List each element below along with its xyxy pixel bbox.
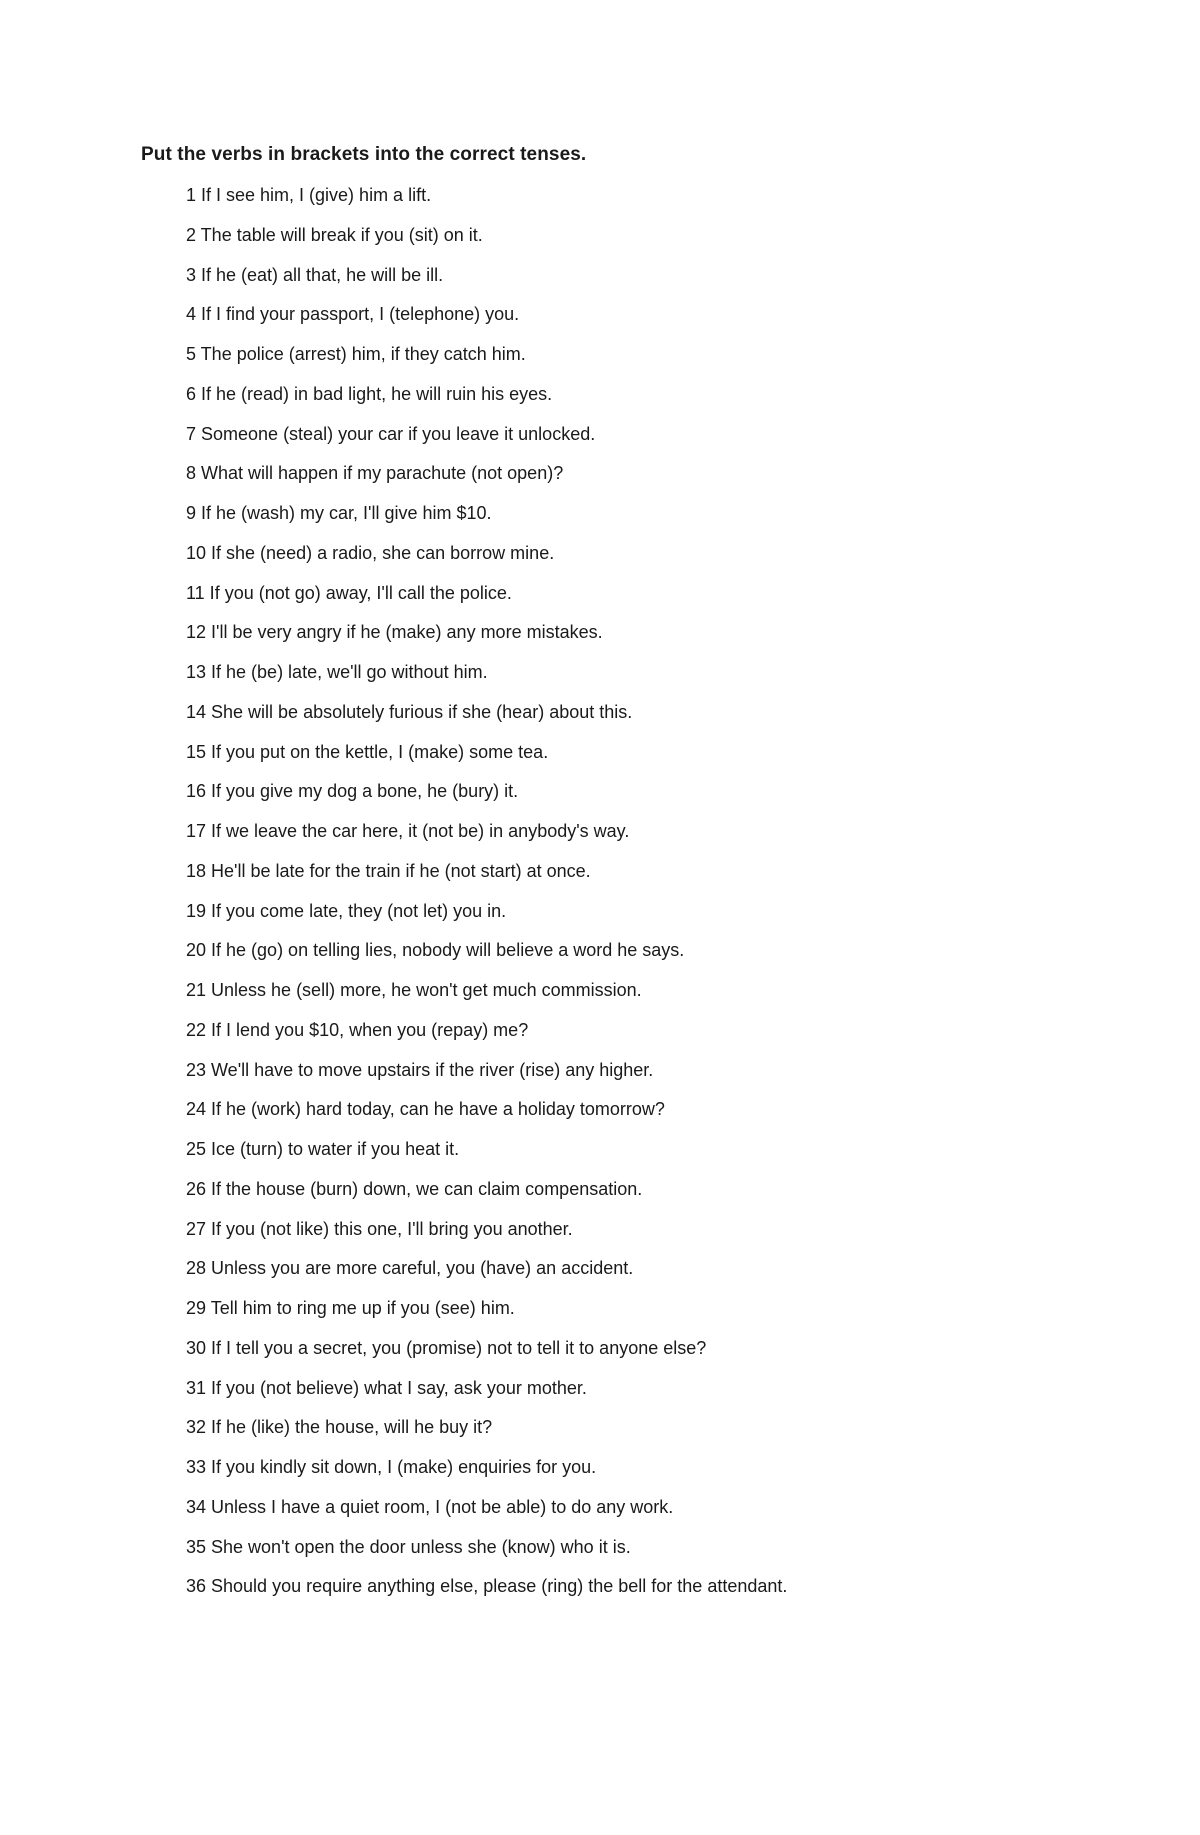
exercise-item: 32 If he (like) the house, will he buy it? [186, 1417, 493, 1438]
exercise-item: 24 If he (work) hard today, can he have a holiday tomorrow? [186, 1099, 665, 1120]
exercise-item: 22 If I lend you $10, when you (repay) me? [186, 1019, 529, 1040]
exercise-item: 31 If you (not believe) what I say, ask your mother. [186, 1377, 587, 1398]
exercise-item: 15 If you put on the kettle, I (make) some tea. [186, 741, 549, 762]
exercise-item: 1 If I see him, I (give) him a lift. [186, 185, 432, 205]
exercise-item: 26 If the house (burn) down, we can claim compensation. [186, 1178, 643, 1199]
exercise-item: 4 If I find your passport, I (telephone) you. [186, 304, 520, 325]
exercise-item: 3 If he (eat) all that, he will be ill. [186, 264, 444, 285]
exercise-item: 14 She will be absolutely furious if she (hear) about this. [186, 701, 633, 722]
exercise-item: 13 If he (be) late, we'll go without him. [186, 662, 488, 682]
exercise-item: 18 He'll be late for the train if he (not start) at once. [186, 860, 591, 881]
exercise-item: 7 Someone (steal) your car if you leave it unlocked. [186, 423, 596, 444]
exercise-item: 10 If she (need) a radio, she can borrow mine. [186, 542, 555, 563]
worksheet-title: Put the verbs in brackets into the correct tenses. [141, 144, 587, 165]
exercise-item: 29 Tell him to ring me up if you (see) him. [186, 1298, 515, 1318]
exercise-item: 21 Unless he (sell) more, he won't get much commission. [186, 980, 642, 1000]
exercise-item: 35 She won't open the door unless she (know) who it is. [186, 1536, 631, 1557]
exercise-item: 33 If you kindly sit down, I (make) enquiries for you. [186, 1457, 597, 1477]
exercise-item: 11 If you (not go) away, I'll call the police. [186, 582, 512, 603]
exercise-item: 23 We'll have to move upstairs if the river (rise) any higher. [186, 1059, 654, 1080]
exercise-item: 34 Unless I have a quiet room, I (not be able) to do any work. [186, 1496, 674, 1517]
exercise-item: 25 Ice (turn) to water if you heat it. [186, 1139, 460, 1159]
exercise-item: 28 Unless you are more careful, you (have) an accident. [186, 1258, 634, 1279]
exercise-list [186, 183, 787, 1614]
exercise-item: 17 If we leave the car here, it (not be) in anybody's way. [186, 821, 630, 841]
exercise-item: 5 The police (arrest) him, if they catch him. [186, 344, 526, 364]
exercise-item: 12 I'll be very angry if he (make) any more mistakes. [186, 622, 603, 643]
exercise-item: 27 If you (not like) this one, I'll bring you another. [186, 1218, 573, 1239]
exercise-item: 6 If he (read) in bad light, he will ruin his eyes. [186, 383, 553, 404]
exercise-item: 36 Should you require anything else, please (ring) the bell for the attendant. [186, 1576, 788, 1597]
exercise-item: 9 If he (wash) my car, I'll give him $10. [186, 503, 492, 523]
exercise-item: 16 If you give my dog a bone, he (bury) it. [186, 781, 519, 802]
exercise-item: 2 The table will break if you (sit) on it. [186, 224, 483, 245]
exercise-item: 19 If you come late, they (not let) you in. [186, 900, 507, 921]
exercise-item: 30 If I tell you a secret, you (promise) not to tell it to anyone else? [186, 1337, 707, 1358]
exercise-item: 8 What will happen if my parachute (not open)? [186, 463, 564, 484]
exercise-item: 20 If he (go) on telling lies, nobody will believe a word he says. [186, 940, 685, 961]
